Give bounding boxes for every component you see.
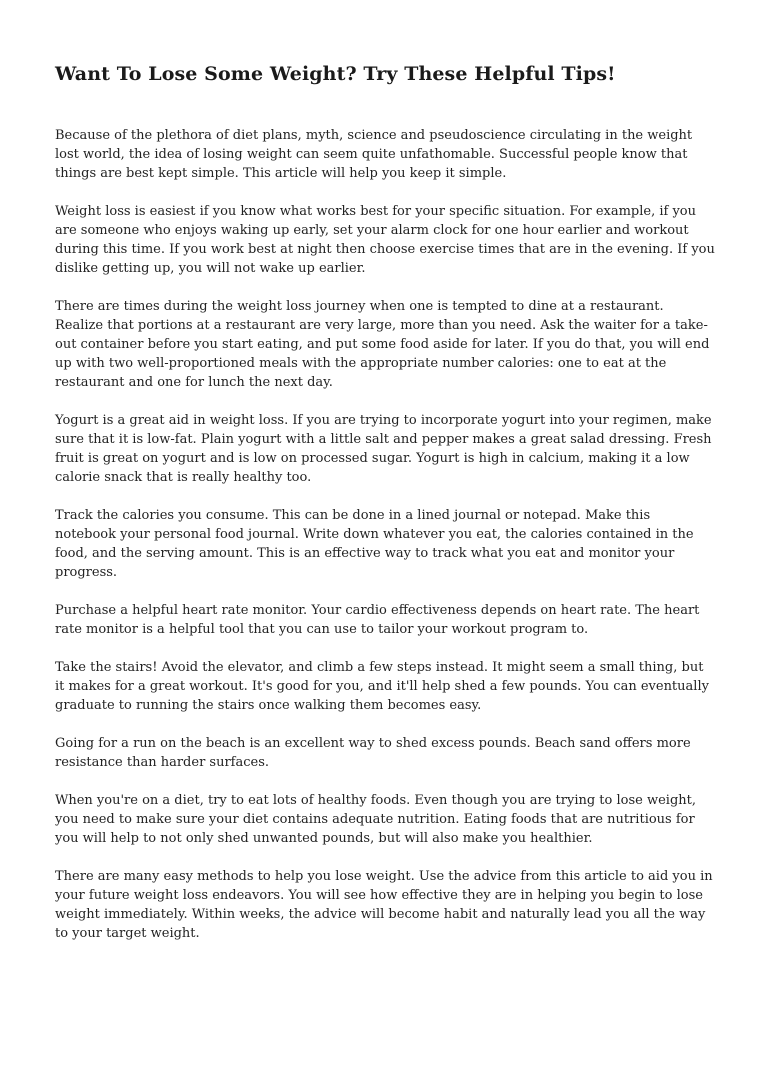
- paragraph: Yogurt is a great aid in weight loss. If you are trying to incorporate yogurt into your regimen, make sure that it is low-fat. Plain yogurt with a little salt and pepper makes a great salad dressing. Fresh fruit is great on yogurt and is low on processed sugar. Yogurt is high in calcium, making it a low calorie snack that is really healthy too.: [55, 413, 712, 485]
- document-page: [55, 60, 715, 962]
- paragraph: When you're on a diet, try to eat lots of healthy foods. Even though you are trying to lose weight, you need to make sure your diet contains adequate nutrition. Eating foods that are nutritious for you will help to not only shed unwanted pounds, but will also make you healthier.: [55, 793, 696, 846]
- paragraph: Take the stairs! Avoid the elevator, and climb a few steps instead. It might seem a small thing, but it makes for a great workout. It's good for you, and it'll help shed a few pounds. You can eventually graduate to running the stairs once walking them becomes easy.: [55, 660, 709, 713]
- paragraph: Purchase a helpful heart rate monitor. Your cardio effectiveness depends on heart rate. The heart rate monitor is a helpful tool that you can use to tailor your workout program to.: [55, 603, 700, 637]
- paragraph: There are many easy methods to help you lose weight. Use the advice from this article to aid you in your future weight loss endeavors. You will see how effective they are in helping you begin to lose weight immediately. Within weeks, the advice will become habit and naturally lead you all the way to your target weight.: [55, 869, 713, 941]
- page-title: Want To Lose Some Weight? Try These Helpful Tips!: [55, 63, 616, 85]
- paragraph: Weight loss is easiest if you know what works best for your specific situation. For example, if you are someone who enjoys waking up early, set your alarm clock for one hour earlier and workout during this time. If you work best at night then choose exercise times that are in the evening. If you dislike getting up, you will not wake up earlier.: [55, 204, 715, 276]
- paragraph: Going for a run on the beach is an excellent way to shed excess pounds. Beach sand offers more resistance than harder surfaces.: [55, 736, 691, 770]
- paragraph: There are times during the weight loss journey when one is tempted to dine at a restaurant. Realize that portions at a restaurant are very large, more than you need. Ask the waiter for a take-out container before you start eating, and put some food aside for later. If you do that, you will end up with two well-proportioned meals with the appropriate number calories: one to eat at the restaurant and one for lunch the next day.: [55, 299, 710, 390]
- paragraph: Track the calories you consume. This can be done in a lined journal or notepad. Make this notebook your personal food journal. Write down whatever you eat, the calories contained in the food, and the serving amount. This is an effective way to track what you eat and monitor your progress.: [55, 508, 694, 580]
- article-body: [55, 126, 715, 943]
- paragraph: Because of the plethora of diet plans, myth, science and pseudoscience circulating in the weight lost world, the idea of losing weight can seem quite unfathomable. Successful people know that things are best kept simple. This article will help you keep it simple.: [55, 128, 693, 181]
